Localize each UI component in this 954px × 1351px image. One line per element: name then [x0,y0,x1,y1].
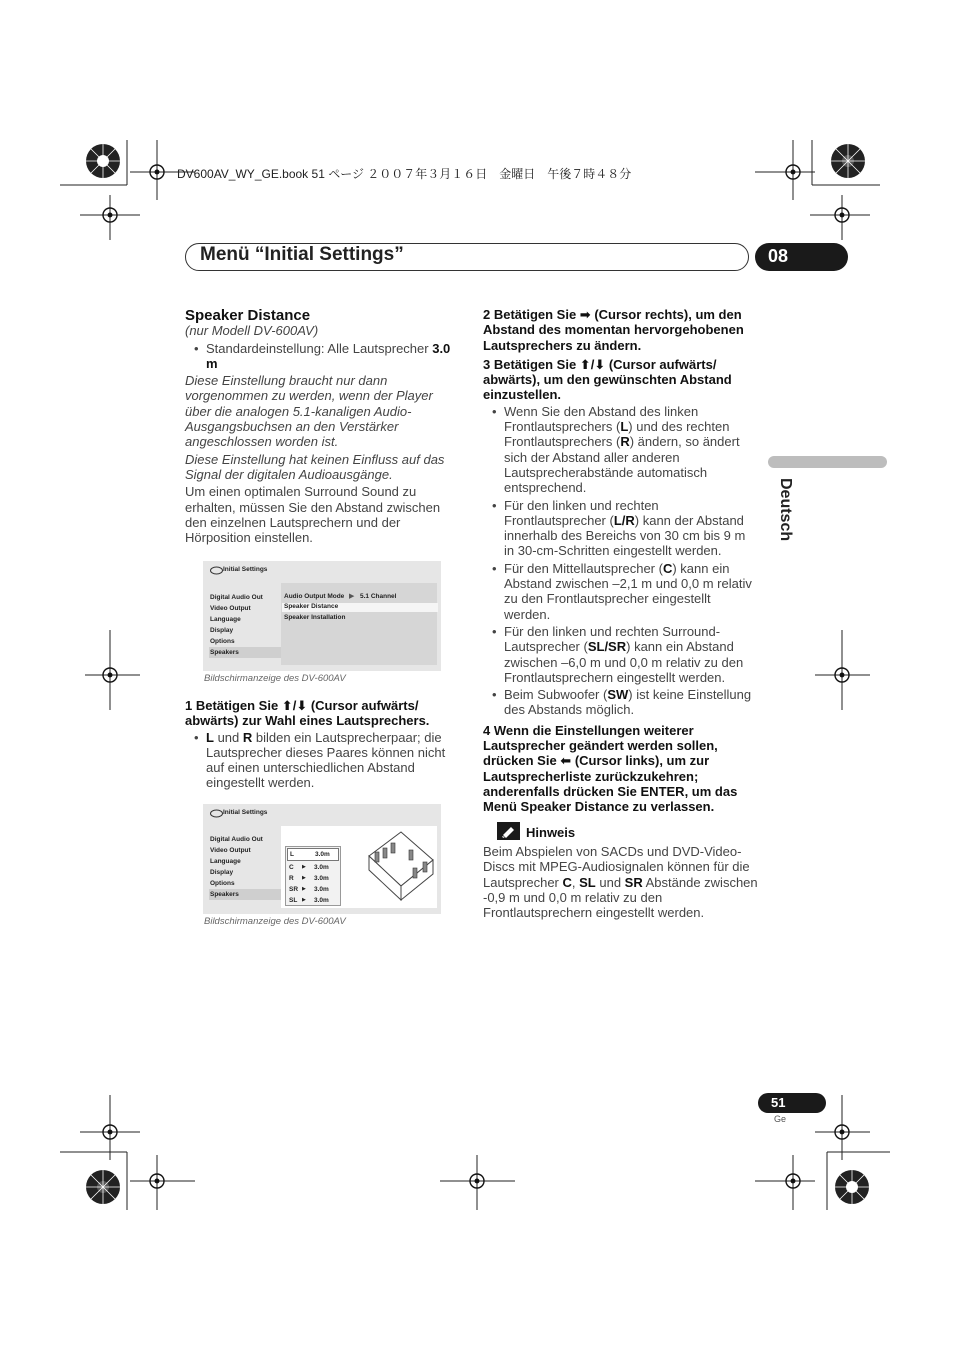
screen-header: Initial Settings [223,566,268,573]
settings-menu [209,592,283,658]
step-4: 4 Wenn die Einstellungen weiterer Lautsprecher geändert werden sollen, drücken Sie ⬅ (Cursor links), um zur Lautsprecherliste zurückzukehren; anderenfalls drücken Sie ENTER, um das Menü Speaker Distance zu verlassen. [483,722,738,815]
menu-item: Digital Audio Out [210,836,263,843]
speaker-row: SR ▶ 3.0m [289,886,329,893]
step-3: 3 Betätigen Sie ⬆/⬇ (Cursor aufwärts/ abwärts), um den gewünschten Abstand einzustellen. [483,356,732,403]
arrow-right-icon: ▶ [349,593,355,600]
settings-screen-1 [203,561,441,671]
right-column [483,307,756,815]
language-tab [772,478,802,548]
arrow-right-icon: ▶ [302,875,306,881]
intro-text: Um einen optimalen Surround Sound zu erhalten, müssen Sie den Abstand zwischen den einzelnen Lautsprechern und der Hörposition einstellen. [185,484,441,546]
menu-item: Video Output [210,605,251,612]
arrow-right-icon: ▶ [302,886,306,892]
step-2: 2 Betätigen Sie ➡ (Cursor rechts), um den Abstand des momentan hervorgehobenen Lautsprechers zu ändern. [483,307,744,353]
screen-caption-2: Bildschirmanzeige des DV-600AV [204,916,346,927]
settings-screen-2 [203,804,441,914]
chapter-number: 08 [768,246,789,266]
menu-item: Video Output [210,847,251,854]
file-info-line: DV600AV_WY_GE.book 51 ページ ２００７年３月１６日 金曜日 午後７時４８分 [177,167,632,181]
menu-item-selected: Speakers [209,647,283,658]
audio-output-mode-label: Audio Output Mode [284,593,345,600]
disc-icon [210,566,223,575]
menu-item: Display [210,869,234,876]
speaker-row: SL ▶ 3.0m [289,897,329,904]
menu-item: Options [210,638,235,645]
menu-item: Display [210,627,234,634]
note-icon [497,822,520,840]
note-text: Beim Abspielen von SACDs und DVD-Video-Discs mit MPEG-Audiosignalen können für die Lautsprecher C, SL und SR Abstände zwischen -0,9 m und 0,0 m relativ zu den Frontlautsprechern eingestellt werden. [483,844,758,921]
language-tab-label: Deutsch [777,478,794,542]
speaker-row: C ▶ 3.0m [289,864,329,871]
screen-caption-1: Bildschirmanzeige des DV-600AV [204,673,346,684]
language-tab-bar [768,456,887,468]
italic-note-1: Diese Einstellung braucht nur dann vorgenommen zu werden, wenn der Player über die analogen 5.1-kanaligen Audio-Ausgangsbuchsen an den Verstärker angeschlossen worden ist. [185,373,433,450]
menu-item: Language [210,858,241,865]
menu-item: Digital Audio Out [210,594,263,601]
arrow-right-icon: ▶ [302,864,306,870]
menu-item-selected: Speakers [209,889,283,900]
default-setting: • Standardeinstellung: Alle Lautsprecher 3.0 m [185,341,460,372]
screen-header: Initial Settings [223,809,268,816]
disc-icon [210,809,223,818]
audio-output-mode-value: 5.1 Channel [360,593,397,600]
menu-item: Options [210,880,235,887]
bullet-4: • Für den linken und rechten Surround-Lautsprecher (SL/SR) kann ein Abstand zwischen –6,0 m und 0,0 m relativ zu den Frontlautsprechern eingestellt werden. [483,624,756,685]
step-1: 1 Betätigen Sie ⬆/⬇ (Cursor aufwärts/ abwärts) zur Wahl eines Lautsprechers. • L und R bilden ein Lautsprecherpaar; die Lautsprecher dieses Paares können nicht auf einen unterschiedlichen Abstand eingestellt werden. [185,698,460,791]
page-title: Menü “Initial Settings” [200,244,404,265]
speaker-row: R ▶ 3.0m [289,875,329,882]
page-number: 51 [771,1095,786,1110]
speaker-row: L 3.0m [287,848,339,861]
speaker-installation-option: Speaker Installation [284,614,346,621]
arrow-right-icon: ▶ [302,897,306,903]
model-note: (nur Modell DV-600AV) [185,323,319,339]
bullet-3: • Für den Mittellautsprecher (C) kann ein Abstand zwischen –2,1 m und 0,0 m relativ zu den Frontlautsprecher eingestellt werden. [483,561,756,622]
italic-note-2: Diese Einstellung hat keinen Einfluss auf das Signal der digitalen Audioausgänge. [185,451,445,482]
note-title: Hinweis [526,825,576,840]
language-code: Ge [774,1114,787,1124]
page-number-badge [758,1093,826,1113]
bullet-1: • Wenn Sie den Abstand des linken Frontlautsprechers (L) und des rechten Frontlautsprechers (R) ändern, so ändert sich der Abstand aller anderen Lautsprecherabstände automatisch entsprechend. [483,404,756,496]
speaker-distance-option: Speaker Distance [282,603,438,612]
bullet-2: • Für den linken und rechten Frontlautsprecher (L/R) kann der Abstand innerhalb des Bereichs von 30 cm bis 9 m in 30-cm-Schritten eingestellt werden. [483,498,756,559]
room-diagram-icon [361,826,437,904]
step-1-bullet: • L und R bilden ein Lautsprecherpaar; die Lautsprecher dieses Paares können nicht auf einen unterschiedlichen Abstand eingestellt werden. [185,730,460,791]
speaker-list [285,846,341,906]
settings-menu [209,834,283,900]
left-column [185,308,460,545]
menu-item: Language [210,616,241,623]
bullet-5: • Beim Subwoofer (SW) ist keine Einstellung des Abstands möglich. [483,687,756,718]
section-heading: Speaker Distance [185,307,311,324]
